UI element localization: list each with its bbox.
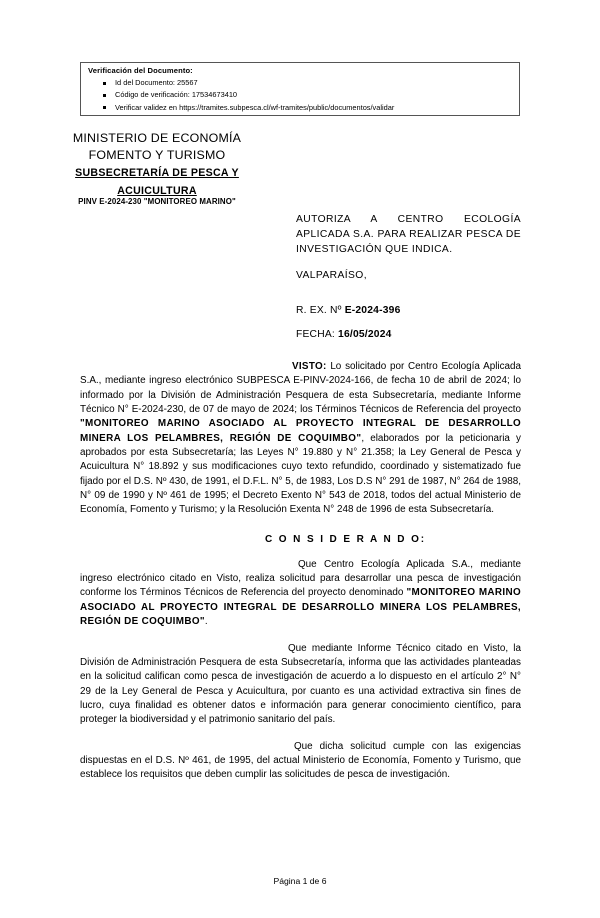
- bullet-icon: [103, 82, 106, 85]
- considerando-3-text: Que dicha solicitud cumple con las exigencias dispuestas en el D.S. Nº 461, de 1995, del actual Ministerio de Economía, Fomento y Turismo, que establece los requisitos que deben cumplir las solicitudes de pesca de investigación.: [80, 740, 521, 781]
- resolution-number-value: E-2024-396: [344, 305, 401, 316]
- considerando-2-text: Que mediante Informe Técnico citado en Visto, la División de Administración Pesquera de esta Subsecretaría, informa que las actividades planteadas en la solicitud califican como pesca de investigación de acuerdo a lo dispuesto en el artículo 2° N° 29 de la Ley General de Pesca y Acuicultura, por cuanto es una actividad extractiva sin fines de lucro, cuya finalidad es obtener datos e información para generar conocimiento científico, para proteger la biodiversidad y el patrimonio sanitario del país.: [80, 642, 521, 726]
- considerando-heading: C O N S I D E R A N D O:: [265, 533, 426, 545]
- subsecretary-line-2: ACUICULTURA: [117, 184, 197, 197]
- verification-item-label: Verificar validez en https://tramites.subpesca.cl/wf-tramites/public/documentos/validar: [115, 102, 395, 112]
- subsecretary-heading: [32, 166, 282, 199]
- resolution-number: [296, 305, 401, 316]
- considerando-1-text-part-1: Que Centro Ecología Aplicada S.A., mediante ingreso electrónico citado en Visto, realiza solicitud para desarrollar una pesca de investigación conforme los Términos Técnicos de Referencia del proyecto denominado: [80, 558, 521, 599]
- bullet-icon: [103, 106, 106, 109]
- visto-keyword: VISTO:: [292, 361, 327, 372]
- ministry-line-1: MINISTERIO DE ECONOMÍA: [72, 131, 242, 145]
- verification-item-code: [101, 89, 394, 101]
- subsecretary-line-1: SUBSECRETARÍA DE PESCA Y: [75, 167, 239, 179]
- document-body: [80, 360, 521, 795]
- resolution-date-value: 16/05/2024: [338, 329, 392, 340]
- verification-item-document-id: [101, 77, 394, 89]
- project-name-visto: "MONITOREO MARINO ASOCIADO AL PROYECTO INTEGRAL DE DESARROLLO MINERA LOS PELAMBRES, REGIÓN DE COQUIMBO": [80, 418, 521, 444]
- visto-text-part-1: Lo solicitado por Centro Ecología Aplicada S.A., mediante ingreso electrónico SUBPESCA E-PINV-2024-166, de fecha 10 de abril de 2024; lo informado por la División de Administración Pesquera de esta Subsecretaría, mediante Informe Técnico N° E-2024-230, de 07 de mayo de 2024; los Términos Técnicos de Referencia del proyecto: [80, 361, 521, 416]
- resolution-date-label: FECHA:: [296, 329, 339, 340]
- visto-text-part-2: , elaborados por la peticionaria y aprobados por esta Subsecretaría; las Leyes N° 19.880 y N° 21.358; la Ley General de Pesca y Acuicultura N° 18.892 y sus modificaciones cuyo texto refundido, coordinado y sistematizado fue fijado por el D.S. Nº 430, de 1991, el D.F.L. N° 5, de 1983, Los D.S N° 291 de 1987, N° 264 de 1988, N° 09 de 1990 y Nº 461 de 1995; el Decreto Exento N° 543 de 2018, todos del actual Ministerio de Economía, Fomento y Turismo; y la Resolución Exenta N° 248 de 1996 de esta Subsecretaría.: [80, 432, 521, 516]
- ministry-heading: [32, 130, 282, 164]
- verification-box-title: Verificación del Documento:: [88, 66, 193, 75]
- verification-item-label: Código de verificación: 17534673410: [115, 90, 238, 100]
- verification-item-url: [101, 102, 394, 114]
- paragraph-considerando-1: [80, 558, 521, 630]
- page-number-label: Página 1 de 6: [273, 876, 327, 886]
- document-verification-box: [80, 62, 520, 116]
- resolution-number-label: R. EX. Nº: [296, 305, 345, 316]
- bullet-icon: [103, 94, 106, 97]
- ministry-line-2: FOMENTO Y TURISMO: [88, 148, 226, 162]
- verification-detail-list: [101, 77, 394, 114]
- page-footer: [0, 876, 600, 886]
- resolution-subject: AUTORIZA A CENTRO ECOLOGÍA APLICADA S.A. PARA REALIZAR PESCA DE INVESTIGACIÓN QUE INDICA.: [296, 214, 521, 256]
- paragraph-visto: [80, 360, 521, 518]
- verification-item-label: Id del Documento: 25567: [115, 78, 198, 87]
- paragraph-considerando-2: [80, 642, 521, 728]
- resolution-place: VALPARAÍSO,: [296, 270, 367, 281]
- considerando-1-text-part-2: .: [204, 616, 208, 628]
- project-name-considerando: "MONITOREO MARINO ASOCIADO AL PROYECTO INTEGRAL DE DESARROLLO MINERA LOS PELAMBRES, REGIÓN DE COQUIMBO": [80, 587, 521, 628]
- paragraph-considerando-3: [80, 740, 521, 783]
- project-code-label: PINV E-2024-230 "MONITOREO MARINO": [78, 197, 236, 206]
- resolution-date: [296, 329, 392, 340]
